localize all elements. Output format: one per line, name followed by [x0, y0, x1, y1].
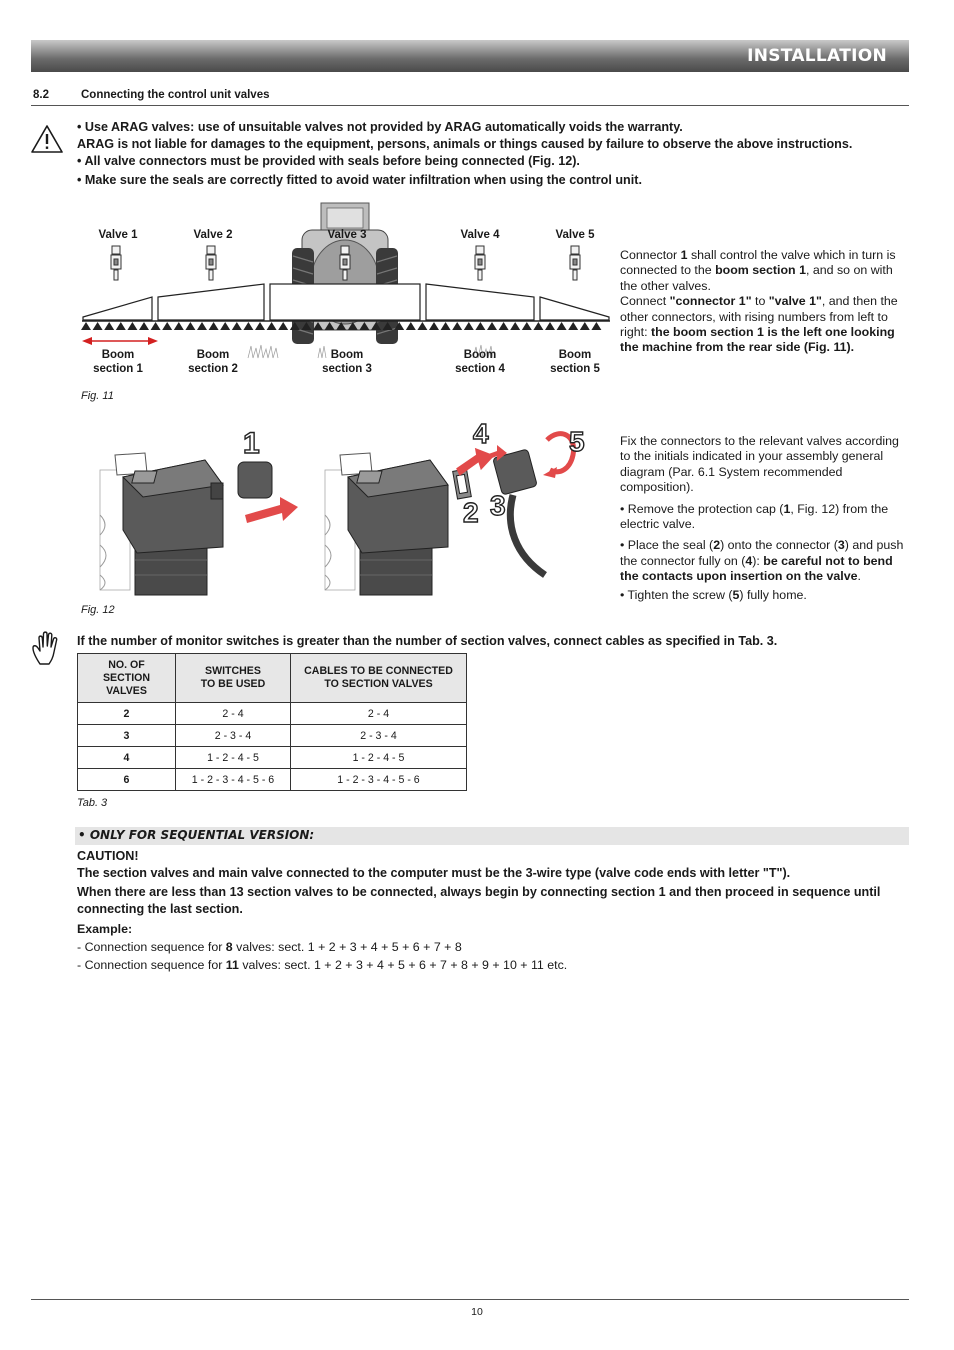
- header-title: INSTALLATION: [747, 46, 887, 66]
- nozzle-icon: [93, 322, 103, 330]
- nozzle-icon: [174, 322, 184, 330]
- boom-label: Boom section 2: [188, 349, 238, 375]
- nozzle-icon: [557, 322, 567, 330]
- nozzle-icon: [464, 322, 474, 330]
- example-line: - Connection sequence for 8 valves: sect. 1 + 2 + 3 + 4 + 5 + 6 + 7 + 8: [77, 940, 462, 954]
- nozzle-icon: [243, 322, 253, 330]
- warning-triangle-icon: [30, 124, 64, 154]
- caution-line: The section valves and main valve connected to the computer must be the 3-wire type (valve code ends with letter "T").: [77, 866, 791, 880]
- table-row: 4 1 - 2 - 4 - 5 1 - 2 - 4 - 5: [78, 747, 467, 769]
- nozzle-icon: [475, 322, 485, 330]
- valve-label: Valve 1: [98, 229, 138, 241]
- connector-instructions: Connector 1 shall control the valve which in turn is connected to the boom section 1, and so on with the other valves. Connect "connector 1" to "valve 1", and then the other connectors, with rising numbers from left to right: the boom section 1 is the left one looking the machine from the rear side (Fig. 11).: [620, 248, 898, 355]
- table-header-row: [78, 654, 467, 703]
- nozzle-icon: [580, 322, 590, 330]
- valve-body-left: [100, 453, 223, 595]
- footer-rule: [31, 1299, 909, 1300]
- nozzle-icon: [255, 322, 265, 330]
- section-heading: [31, 89, 909, 106]
- boom-label: Boom section 4: [455, 349, 505, 375]
- nozzle-icon: [510, 322, 520, 330]
- table-row: 6 1 - 2 - 3 - 4 - 5 - 6 1 - 2 - 3 - 4 - 5 - 6: [78, 769, 467, 791]
- arrow-insert-icon: [453, 445, 497, 477]
- figure-12-caption: Fig. 12: [81, 604, 115, 616]
- hand-stop-icon: [30, 630, 66, 666]
- step-number: 3: [490, 490, 506, 521]
- nozzle-icon: [162, 322, 172, 330]
- header-bar: [31, 40, 909, 72]
- valve-label: Valve 4: [460, 229, 500, 241]
- boom-label: Boom section 5: [550, 349, 600, 375]
- example-line: - Connection sequence for 11 valves: sect. 1 + 2 + 3 + 4 + 5 + 6 + 7 + 8 + 9 + 10 + 11 etc.: [77, 958, 568, 972]
- step-number: 2: [463, 497, 479, 528]
- boom-label: Boom section 1: [93, 349, 143, 375]
- caution-block: [77, 848, 897, 918]
- figure-11-caption: Fig. 11: [81, 390, 114, 402]
- step-number: 5: [569, 426, 585, 457]
- nozzle-icon: [81, 322, 91, 330]
- nozzle-icon: [116, 322, 126, 330]
- nozzle-icon: [406, 322, 416, 330]
- arrow-remove-icon: [245, 497, 298, 523]
- nozzle-icon: [197, 322, 207, 330]
- valve-label: Valve 3: [327, 229, 367, 241]
- page-number: 10: [471, 1306, 483, 1318]
- table-header-cell: CABLES TO BE CONNECTED TO SECTION VALVES: [291, 654, 467, 703]
- nozzle-icon: [139, 322, 149, 330]
- warning-line: ARAG is not liable for damages to the equipment, persons, animals or things caused by failure to observe the above instructions.: [77, 137, 853, 151]
- nozzle-icon: [452, 322, 462, 330]
- warning-text: [77, 119, 917, 189]
- section-number: 8.2: [33, 89, 49, 101]
- valve-label: Valve 2: [193, 229, 233, 241]
- warning-line: • Make sure the seals are correctly fitted to avoid water infiltration when using the control unit.: [77, 173, 642, 187]
- section-title: Connecting the control unit valves: [81, 89, 270, 101]
- table-row: 3 2 - 3 - 4 2 - 3 - 4: [78, 725, 467, 747]
- table-header-cell: NO. OF SECTION VALVES: [78, 654, 176, 703]
- note-text: If the number of monitor switches is greater than the number of section valves, connect cables as specified in Tab. 3.: [77, 634, 778, 648]
- nozzle-icon: [429, 322, 439, 330]
- caution-title: CAUTION!: [77, 849, 139, 863]
- nozzle-icon: [127, 322, 137, 330]
- warning-line: • All valve connectors must be provided with seals before being connected (Fig. 12).: [77, 154, 580, 168]
- sequential-banner: • ONLY FOR SEQUENTIAL VERSION:: [75, 827, 909, 845]
- direction-arrow-icon: [82, 337, 158, 345]
- nozzle-icon: [417, 322, 427, 330]
- cable-icon: [510, 495, 545, 575]
- nozzle-icon: [220, 322, 230, 330]
- valve-body-right: [325, 453, 448, 595]
- nozzle-icon: [499, 322, 509, 330]
- caution-line: When there are less than 13 section valves to be connected, always begin by connecting section 1 and then proceed in sequence until connecting the last section.: [77, 885, 881, 916]
- nozzle-icon: [533, 322, 543, 330]
- fixing-instructions: Fix the connectors to the relevant valves according to the initials indicated in your assembly general diagram (Par. 6.1 System recommended composition). • Remove the protection cap (1, Fig. 12) from the electric valve. • Place the seal (2) onto the connector (3) and push the connector fully on (4): be careful not to bend the contacts upon insertion on the valve. • Tighten the screw (5) fully home.: [620, 434, 904, 602]
- nozzle-icon: [278, 322, 288, 330]
- nozzle-icon: [185, 322, 195, 330]
- nozzle-icon: [151, 322, 161, 330]
- nozzle-icon: [487, 322, 497, 330]
- nozzle-icon: [545, 322, 555, 330]
- section-valves-table: [77, 653, 467, 791]
- step-number: 4: [473, 418, 489, 449]
- table-row: 2 2 - 4 2 - 4: [78, 703, 467, 725]
- figure-12-illustration: [95, 415, 595, 600]
- nozzle-icon: [441, 322, 451, 330]
- example-label: Example:: [77, 922, 133, 936]
- valve-icons: [111, 246, 580, 280]
- boom-label: Boom section 3: [322, 349, 372, 375]
- valve-label: Valve 5: [555, 229, 595, 241]
- nozzle-icon: [209, 322, 219, 330]
- example-block: [77, 920, 897, 974]
- protection-cap-icon: [238, 462, 272, 498]
- warning-line: • Use ARAG valves: use of unsuitable valves not provided by ARAG automatically voids the warranty.: [77, 120, 683, 134]
- nozzle-icon: [522, 322, 532, 330]
- nozzle-icon: [267, 322, 277, 330]
- nozzle-icon: [104, 322, 114, 330]
- boom-sections: [83, 284, 609, 320]
- nozzle-row: [81, 322, 601, 330]
- nozzle-icon: [568, 322, 578, 330]
- table-caption: Tab. 3: [77, 797, 108, 809]
- nozzle-icon: [591, 322, 601, 330]
- table-header-cell: SWITCHES TO BE USED: [176, 654, 291, 703]
- nozzle-icon: [232, 322, 242, 330]
- step-number: 1: [243, 427, 260, 460]
